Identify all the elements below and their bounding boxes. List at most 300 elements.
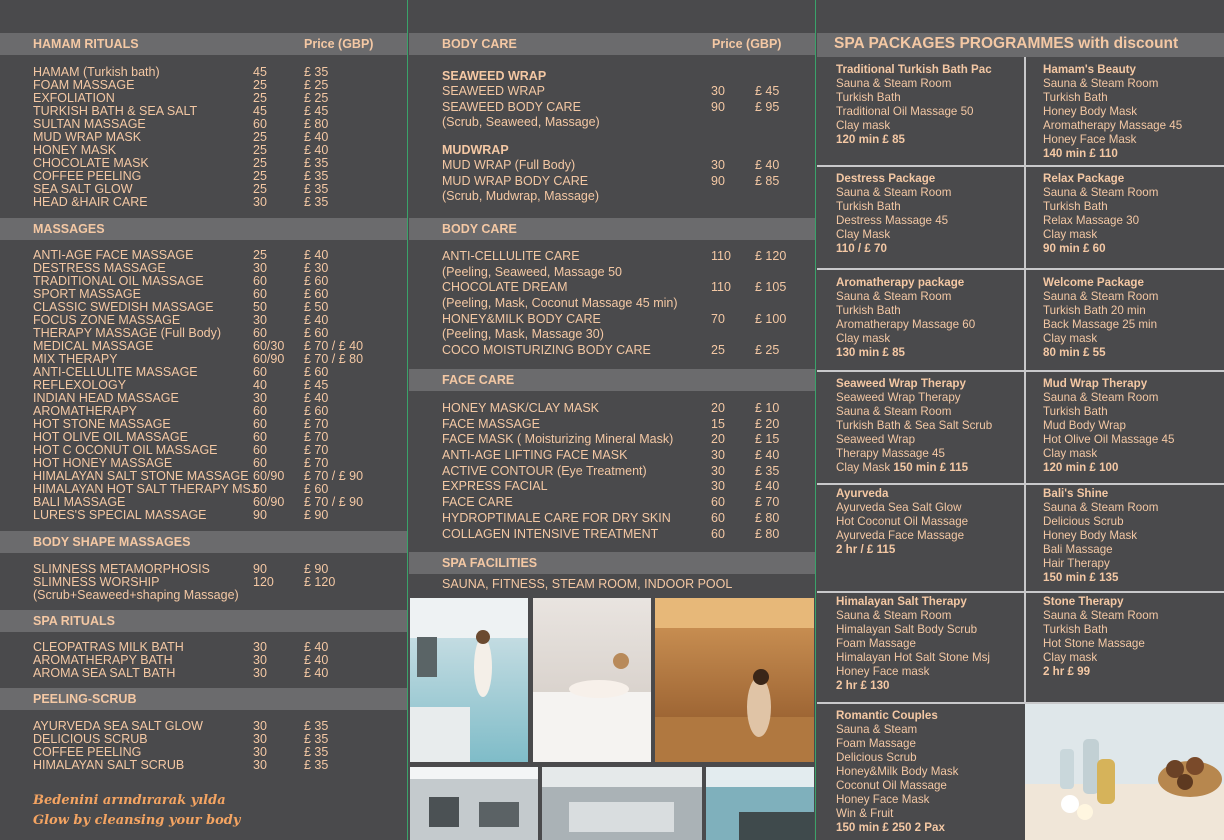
treatment-price: £ 40 xyxy=(304,143,329,157)
package-item: Seaweed Wrap xyxy=(836,433,916,446)
treatment-minutes: 20 xyxy=(711,432,725,447)
price-header: Price (GBP) xyxy=(304,37,374,51)
treatment-minutes: 30 xyxy=(711,463,725,478)
treatment-name: (Peeling, Mask, Coconut Massage 45 min) xyxy=(442,296,678,311)
treatment-name: COCO MOISTURIZING BODY CARE xyxy=(442,343,651,358)
menu-row xyxy=(442,401,802,417)
package-title: Bali's Shine xyxy=(1043,487,1109,500)
treatment-price: £ 85 xyxy=(755,173,780,188)
treatment-price: £ 40 xyxy=(304,653,329,667)
package-item: Turkish Bath 20 min xyxy=(1043,304,1146,317)
treatment-minutes: 60/90 xyxy=(253,352,285,366)
treatment-price: £ 40 xyxy=(755,448,780,463)
treatment-minutes: 70 xyxy=(711,311,725,326)
treatment-price: £ 80 xyxy=(755,526,780,541)
treatment-name: MUD WRAP (Full Body) xyxy=(442,158,576,173)
treatment-price: £ 60 xyxy=(304,482,329,496)
package-cell xyxy=(836,63,992,147)
package-item: Win & Fruit xyxy=(836,807,894,820)
treatment-minutes: 60 xyxy=(711,495,725,510)
treatment-name: LURES'S SPECIAL MASSAGE xyxy=(33,508,207,522)
treatment-price: £ 70 xyxy=(304,430,329,444)
package-cell xyxy=(836,595,990,693)
treatment-name: CHOCOLATE MASK xyxy=(33,156,149,170)
package-footer xyxy=(1043,346,1158,360)
package-item: Sauna & Steam Room xyxy=(1043,501,1159,514)
treatment-name: HIMALAYAN SALT SCRUB xyxy=(33,758,185,772)
package-item: Hair Therapy xyxy=(1043,557,1110,570)
treatment-name: AROMATHERAPY BATH xyxy=(33,653,173,667)
package-item: Turkish Bath xyxy=(1043,200,1108,213)
treatment-minutes: 60 xyxy=(253,274,267,288)
face-care-header xyxy=(409,369,815,391)
treatment-price: £ 90 xyxy=(304,562,329,576)
treatment-name: TURKISH BATH & SEA SALT xyxy=(33,104,198,118)
treatment-minutes: 30 xyxy=(711,158,725,173)
treatment-name: AROMATHERAPY xyxy=(33,404,137,418)
treatment-price: £ 70 / £ 90 xyxy=(304,469,364,483)
body-care-list xyxy=(442,68,802,205)
package-title: Himalayan Salt Therapy xyxy=(836,595,967,608)
menu-row xyxy=(442,343,802,359)
price-header: Price (GBP) xyxy=(712,37,782,51)
treatment-price: £ 40 xyxy=(755,479,780,494)
treatment-minutes: 30 xyxy=(253,732,267,746)
treatment-minutes: 60 xyxy=(711,510,725,525)
facilities-header xyxy=(409,552,815,574)
package-footer xyxy=(836,346,975,360)
package-item: Sauna & Steam Room xyxy=(836,290,952,303)
treatment-price: £ 40 xyxy=(304,313,329,327)
package-price: 150 min £ 115 xyxy=(893,461,969,474)
treatment-name: (Scrub, Seaweed, Massage) xyxy=(442,115,600,130)
treatment-name: AYURVEDA SEA SALT GLOW xyxy=(33,719,203,733)
treatment-minutes: 30 xyxy=(711,84,725,98)
treatment-price: £ 100 xyxy=(755,311,787,326)
package-item: Therapy Massage 45 xyxy=(836,447,945,460)
treatment-name: FACE MASSAGE xyxy=(442,416,540,431)
package-item: Honey Face Mask xyxy=(836,793,930,806)
treatment-price: £ 35 xyxy=(304,156,329,170)
package-cell xyxy=(1043,377,1174,475)
package-item: Back Massage 25 min xyxy=(1043,318,1158,331)
treatment-minutes: 60 xyxy=(253,430,267,444)
treatment-minutes: 25 xyxy=(253,248,267,262)
package-cell xyxy=(836,709,958,835)
facilities-list: SAUNA, FITNESS, STEAM ROOM, INDOOR POOL xyxy=(442,577,733,591)
package-item: Relax Massage 30 xyxy=(1043,214,1140,227)
package-footer xyxy=(836,679,990,693)
slogan-line-2: Glow by cleansing your body xyxy=(33,813,241,828)
package-item: Foam Massage xyxy=(836,637,916,650)
section-title: SPA FACILITIES xyxy=(442,556,538,570)
menu-row xyxy=(442,464,802,480)
package-item: Sauna & Steam Room xyxy=(836,186,952,199)
package-item: Himalayan Hot Salt Stone Msj xyxy=(836,651,991,664)
package-title: Traditional Turkish Bath Pac xyxy=(836,63,992,76)
menu-row xyxy=(442,432,802,448)
package-footer xyxy=(836,242,951,256)
treatment-minutes: 60 xyxy=(253,326,267,340)
package-item: Seaweed Wrap Therapy xyxy=(836,391,961,404)
treatment-price: £ 60 xyxy=(304,274,329,288)
package-price: 140 min £ 110 xyxy=(1043,147,1118,160)
treatment-minutes: 120 xyxy=(253,575,274,589)
treatment-name: HONEY MASK xyxy=(33,143,117,157)
treatment-price: £ 35 xyxy=(304,732,329,746)
treatment-name: CLEOPATRAS MILK BATH xyxy=(33,640,184,654)
menu-row xyxy=(442,511,802,527)
treatment-name: HOT C OCONUT OIL MASSAGE xyxy=(33,443,218,457)
treatment-price: £ 70 xyxy=(755,495,780,510)
treatment-minutes: 45 xyxy=(253,65,267,79)
treatment-minutes: 30 xyxy=(253,313,267,327)
body-care-2-header xyxy=(409,218,815,240)
treatment-minutes: 30 xyxy=(253,719,267,733)
treatment-name: HEAD &HAIR CARE xyxy=(33,195,148,209)
menu-row xyxy=(442,479,802,495)
treatment-minutes: 60/30 xyxy=(253,339,285,353)
package-item: Sauna & Steam Room xyxy=(1043,290,1159,303)
slogan-line-1: Bedenini arındırarak yılda xyxy=(33,793,226,808)
treatment-price: £ 60 xyxy=(304,365,329,379)
packages-title: SPA PACKAGES PROGRAMMES with discount xyxy=(834,35,1179,52)
treatment-minutes: 60/90 xyxy=(253,469,285,483)
treatment-name: BALI MASSAGE xyxy=(33,495,126,509)
menu-row xyxy=(442,495,802,511)
treatment-name: HONEY&MILK BODY CARE xyxy=(442,311,601,326)
treatment-minutes: 60 xyxy=(253,404,267,418)
menu-row xyxy=(442,280,802,296)
package-item: Delicious Scrub xyxy=(836,751,917,764)
package-item: Coconut Oil Massage xyxy=(836,779,947,792)
treatment-price: £ 45 xyxy=(304,378,329,392)
treatment-price: £ 45 xyxy=(755,84,780,98)
treatment-name: CLASSIC SWEDISH MASSAGE xyxy=(33,300,214,314)
package-item: Clay mask xyxy=(1043,228,1098,241)
package-footer xyxy=(836,461,992,475)
package-item: Turkish Bath xyxy=(1043,91,1108,104)
massages-header xyxy=(0,218,407,240)
body-care-header xyxy=(409,33,815,55)
treatment-price: £ 120 xyxy=(755,249,787,263)
menu-row xyxy=(442,115,802,131)
treatment-price: £ 70 xyxy=(304,456,329,470)
treatment-price: £ 40 xyxy=(304,130,329,144)
treatment-minutes: 25 xyxy=(253,156,267,170)
package-item: Turkish Bath xyxy=(1043,405,1108,418)
treatment-name: MUD WRAP MASK xyxy=(33,130,142,144)
treatment-minutes: 15 xyxy=(711,416,725,431)
treatment-name: (Peeling, Mask, Massage 30) xyxy=(442,327,604,342)
treatment-minutes: 60 xyxy=(253,287,267,301)
treatment-minutes: 60/90 xyxy=(253,495,285,509)
package-item: Clay Mask xyxy=(836,461,894,474)
treatment-name: HOT HONEY MASSAGE xyxy=(33,456,173,470)
treatment-price: £ 35 xyxy=(304,195,329,209)
treatment-minutes: 30 xyxy=(253,640,267,654)
package-title: Seaweed Wrap Therapy xyxy=(836,377,966,390)
treatment-name: AROMA SEA SALT BATH xyxy=(33,666,176,680)
treatment-minutes: 30 xyxy=(253,745,267,759)
treatment-name: MIX THERAPY xyxy=(33,352,118,366)
package-price: 130 min £ 85 xyxy=(836,346,905,359)
treatment-minutes: 30 xyxy=(253,758,267,772)
subsection-title: MUDWRAP xyxy=(442,143,509,158)
package-item: Honey Body Mask xyxy=(1043,105,1138,118)
spa-photos xyxy=(409,597,815,840)
section-title: SPA RITUALS xyxy=(33,614,115,628)
body-shape-header xyxy=(0,531,407,553)
treatment-price: £ 120 xyxy=(304,575,336,589)
treatment-name: (Scrub, Mudwrap, Massage) xyxy=(442,189,600,204)
menu-row xyxy=(442,189,802,205)
package-cell xyxy=(1043,276,1158,360)
package-item: Clay mask xyxy=(1043,447,1098,460)
package-price: 80 min £ 55 xyxy=(1043,346,1106,359)
treatment-price: £ 35 xyxy=(304,65,329,79)
package-footer xyxy=(836,543,968,557)
package-title: Welcome Package xyxy=(1043,276,1144,289)
treatment-price: £ 15 xyxy=(755,432,780,447)
package-item: Turkish Bath & Sea Salt Scrub xyxy=(836,419,993,432)
treatment-price: £ 35 xyxy=(304,719,329,733)
treatment-name: HOT OLIVE OIL MASSAGE xyxy=(33,430,188,444)
package-price: 90 min £ 60 xyxy=(1043,242,1106,255)
treatment-price: £ 60 xyxy=(304,287,329,301)
treatment-price: £ 35 xyxy=(304,182,329,196)
treatment-price: £ 10 xyxy=(755,401,780,415)
treatment-name: SPORT MASSAGE xyxy=(33,287,141,301)
treatment-price: £ 40 xyxy=(304,391,329,405)
treatment-price: £ 70 xyxy=(304,417,329,431)
treatment-price: £ 25 xyxy=(304,78,329,92)
menu-row xyxy=(442,158,802,174)
package-item: Sauna & Steam Room xyxy=(1043,77,1159,90)
treatment-price: £ 40 xyxy=(304,248,329,262)
treatment-price: £ 60 xyxy=(304,404,329,418)
package-title: Destress Package xyxy=(836,172,936,185)
package-item: Sauna & Steam Room xyxy=(1043,609,1159,622)
treatment-price: £ 45 xyxy=(304,104,329,118)
treatment-minutes: 20 xyxy=(711,401,725,415)
treatment-minutes: 25 xyxy=(253,169,267,183)
treatment-name: DELICIOUS SCRUB xyxy=(33,732,148,746)
treatment-minutes: 25 xyxy=(253,182,267,196)
package-title: Hamam's Beauty xyxy=(1043,63,1136,76)
treatment-minutes: 30 xyxy=(711,479,725,494)
menu-row xyxy=(442,296,802,312)
treatment-price: £ 25 xyxy=(304,91,329,105)
package-title: Relax Package xyxy=(1043,172,1125,185)
treatment-price: £ 35 xyxy=(304,758,329,772)
treatment-price: £ 70 xyxy=(304,443,329,457)
treatment-minutes: 110 xyxy=(711,249,731,263)
package-item: Hot Stone Massage xyxy=(1043,637,1145,650)
package-price: 150 min £ 135 xyxy=(1043,571,1119,584)
treatment-price: £ 35 xyxy=(304,745,329,759)
section-title: BODY CARE xyxy=(442,37,517,51)
package-price: 2 hr / £ 115 xyxy=(836,543,896,556)
treatment-name: DESTRESS MASSAGE xyxy=(33,261,166,275)
treatment-name: CHOCOLATE DREAM xyxy=(442,280,568,295)
treatment-minutes: 90 xyxy=(711,173,725,188)
treatment-minutes: 50 xyxy=(253,300,267,314)
section-title: MASSAGES xyxy=(33,222,105,236)
treatment-name: FACE MASK ( Moisturizing Mineral Mask) xyxy=(442,432,674,447)
package-price: 2 hr £ 130 xyxy=(836,679,890,692)
spa-rituals-header xyxy=(0,610,407,632)
package-title: Ayurveda xyxy=(836,487,889,500)
treatment-name: THERAPY MASSAGE (Full Body) xyxy=(33,326,222,340)
treatment-name: SLIMNESS WORSHIP xyxy=(33,575,160,589)
treatment-price: £ 105 xyxy=(755,280,787,295)
body-care-2-list xyxy=(442,249,802,359)
package-item: Honey&Milk Body Mask xyxy=(836,765,959,778)
treatment-name: FOAM MASSAGE xyxy=(33,78,135,92)
package-item: Destress Massage 45 xyxy=(836,214,949,227)
menu-row xyxy=(442,84,802,100)
package-cell xyxy=(1043,172,1158,256)
package-price: 2 hr £ 99 xyxy=(1043,665,1091,678)
package-item: Delicious Scrub xyxy=(1043,515,1124,528)
treatment-price: £ 40 xyxy=(304,640,329,654)
treatment-minutes: 60 xyxy=(253,443,267,457)
menu-row xyxy=(442,174,802,190)
package-item: Turkish Bath xyxy=(836,91,901,104)
package-item: Sauna & Steam xyxy=(836,723,918,736)
treatment-price: £ 40 xyxy=(304,666,329,680)
treatment-name: TRADITIONAL OIL MASSAGE xyxy=(33,274,204,288)
package-item: Clay mask xyxy=(1043,332,1098,345)
package-item: Sauna & Steam Room xyxy=(836,77,952,90)
package-cell xyxy=(836,487,968,557)
package-footer xyxy=(1043,147,1182,161)
section-title: BODY SHAPE MASSAGES xyxy=(33,535,191,549)
treatment-name: MEDICAL MASSAGE xyxy=(33,339,154,353)
section-title: BODY CARE xyxy=(442,222,517,236)
treatment-name: SEAWEED BODY CARE xyxy=(442,99,581,114)
treatment-name: COFFEE PEELING xyxy=(33,169,142,183)
package-item: Aromatherapy Massage 45 xyxy=(1043,119,1183,132)
treatment-price: £ 30 xyxy=(304,261,329,275)
treatment-name: HIMALAYAN SALT STONE MASSAGE xyxy=(33,469,249,483)
bottles-photo xyxy=(1025,704,1224,840)
treatment-minutes: 30 xyxy=(253,195,267,209)
package-cell xyxy=(836,377,992,475)
grid-line xyxy=(817,483,1224,485)
grid-line xyxy=(1024,57,1026,704)
menu-row xyxy=(442,448,802,464)
package-item: Ayurveda Face Massage xyxy=(836,529,965,542)
treatment-name: ANTI-AGE LIFTING FACE MASK xyxy=(442,448,628,463)
treatment-name: COLLAGEN INTENSIVE TREATMENT xyxy=(442,526,659,541)
treatment-name: SLIMNESS METAMORPHOSIS xyxy=(33,562,210,576)
menu-row xyxy=(442,327,802,343)
treatment-name: INDIAN HEAD MASSAGE xyxy=(33,391,179,405)
package-cell xyxy=(836,172,951,256)
package-item: Sauna & Steam Room xyxy=(1043,186,1159,199)
section-title: HAMAM RITUALS xyxy=(33,37,139,51)
grid-line xyxy=(817,591,1224,593)
subsection-title: SEAWEED WRAP xyxy=(442,69,547,83)
treatment-minutes: 90 xyxy=(711,99,725,114)
package-title: Stone Therapy xyxy=(1043,595,1124,608)
package-item: Hot Olive Oil Massage 45 xyxy=(1043,433,1175,446)
treatment-price: £ 35 xyxy=(755,463,780,478)
package-item: Bali Massage xyxy=(1043,543,1113,556)
grid-line xyxy=(817,165,1224,167)
treatment-minutes: 30 xyxy=(253,666,267,680)
treatment-name: SEA SALT GLOW xyxy=(33,182,133,196)
package-title: Romantic Couples xyxy=(836,709,938,722)
package-item: Clay mask xyxy=(1043,651,1098,664)
face-care-list xyxy=(442,401,802,542)
menu-row xyxy=(442,527,802,543)
treatment-minutes: 60 xyxy=(253,417,267,431)
package-title: Aromatherapy package xyxy=(836,276,965,289)
package-item: Hot Coconut Oil Massage xyxy=(836,515,969,528)
treatment-minutes: 60 xyxy=(253,117,267,131)
treatment-minutes: 30 xyxy=(253,653,267,667)
treatment-name: REFLEXOLOGY xyxy=(33,378,127,392)
treatment-minutes: 90 xyxy=(253,562,267,576)
section-title: FACE CARE xyxy=(442,373,515,387)
package-item: Honey Face mask xyxy=(836,665,930,678)
treatment-price: £ 40 xyxy=(755,158,780,173)
treatment-price: £ 80 xyxy=(755,510,780,525)
treatment-name: HYDROPTIMALE CARE FOR DRY SKIN xyxy=(442,510,671,525)
treatment-price: £ 95 xyxy=(755,99,780,114)
treatment-minutes: 25 xyxy=(253,91,267,105)
treatment-name: MUD WRAP BODY CARE xyxy=(442,173,589,188)
package-price: 110 / £ 70 xyxy=(836,242,887,255)
treatment-minutes: 110 xyxy=(711,280,731,295)
package-footer xyxy=(836,133,992,147)
treatment-name: EXFOLIATION xyxy=(33,91,115,105)
package-footer xyxy=(1043,461,1174,475)
treatment-name: (Peeling, Seaweed, Massage 50 xyxy=(442,264,622,279)
treatment-name: (Scrub+Seaweed+shaping Massage) xyxy=(33,588,239,602)
package-item: Turkish Bath xyxy=(1043,623,1108,636)
menu-row xyxy=(442,312,802,328)
treatment-minutes: 25 xyxy=(253,130,267,144)
section-title: PEELING-SCRUB xyxy=(33,692,137,706)
hamam-header xyxy=(0,33,407,55)
treatment-name: FACE CARE xyxy=(442,495,513,510)
treatment-price: £ 50 xyxy=(304,300,329,314)
treatment-minutes: 45 xyxy=(253,104,267,118)
package-footer xyxy=(836,821,958,835)
package-cell xyxy=(836,276,975,360)
treatment-price: £ 70 / £ 90 xyxy=(304,495,364,509)
treatment-name: ANTI-CELLULITE CARE xyxy=(442,249,580,263)
package-cell xyxy=(1043,487,1158,585)
menu-row xyxy=(442,265,802,281)
grid-line xyxy=(817,268,1224,270)
package-item: Sauna & Steam Room xyxy=(836,405,952,418)
treatment-price: £ 25 xyxy=(755,343,780,358)
treatment-price: £ 70 / £ 80 xyxy=(304,352,364,366)
treatment-minutes: 25 xyxy=(711,343,725,358)
package-footer xyxy=(1043,571,1158,585)
treatment-name: COFFEE PEELING xyxy=(33,745,142,759)
package-item: Clay mask xyxy=(836,332,891,345)
package-item: Foam Massage xyxy=(836,737,916,750)
treatment-name: FOCUS ZONE MASSAGE xyxy=(33,313,181,327)
package-item: Ayurveda Sea Salt Glow xyxy=(836,501,962,514)
treatment-name: HONEY MASK/CLAY MASK xyxy=(442,401,599,415)
